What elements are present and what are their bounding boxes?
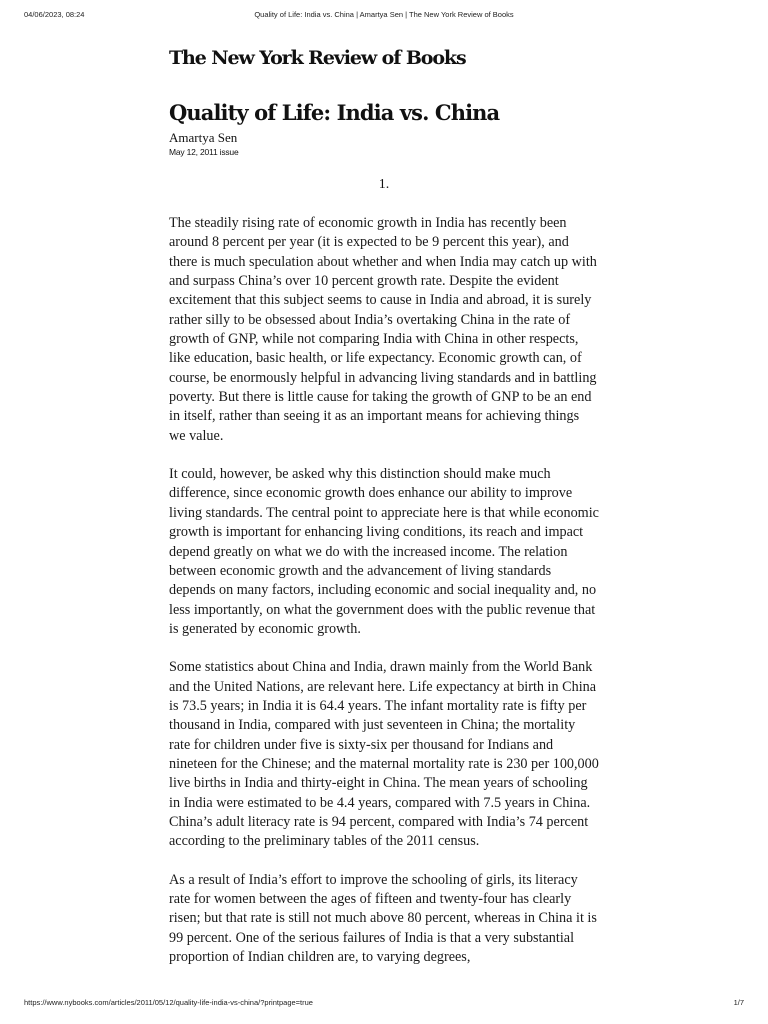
- page-indicator: 1/7: [733, 998, 744, 1007]
- print-url: https://www.nybooks.com/articles/2011/05/12/quality-life-india-vs-china/?printpage=true: [24, 998, 313, 1007]
- body-paragraph: The steadily rising rate of economic growth in India has recently been around 8 percent per year (it is expected to be 9 percent this year), and there is much speculation about whether and when India may catch up with and surpass China’s over 10 percent growth rate. Despite the evident excitement that this subject seems to cause in India and abroad, it is surely rather silly to be obsessed about India’s overtaking China in the rate of growth of GNP, while not comparing India with China in other respects, like education, basic health, or life expectancy. Economic growth can, of course, be enormously helpful in advancing living standards and in battling poverty. But there is little cause for taking the growth of GNP to be an end in itself, rather than seeing it as an important means for achieving things we value.: [169, 215, 597, 444]
- print-datetime: 04/06/2023, 08:24: [24, 10, 85, 19]
- print-header: [24, 10, 744, 22]
- print-footer: [24, 998, 744, 1010]
- article-title: Quality of Life: India vs. China: [169, 100, 500, 125]
- article: [169, 44, 599, 967]
- print-page-title: Quality of Life: India vs. China | Amartya Sen | The New York Review of Books: [254, 10, 514, 19]
- body-paragraph: As a result of India’s effort to improve the schooling of girls, its literacy rate for women between the ages of fifteen and twenty-four has clearly risen; but that rate is still not much above 80 percent, whereas in China it is 99 percent. One of the serious failures of India is that a very substantial proportion of Indian children are, to varying degrees,: [169, 871, 597, 966]
- body-paragraph: Some statistics about China and India, drawn mainly from the World Bank and the United Nations, are relevant here. Life expectancy at birth in China is 73.5 years; in India it is 64.4 years. The infant mortality rate is fifty per thousand in India, compared with just seventeen in China; the mortality rate for children under five is sixty-six per thousand for Indians and nineteen for the Chinese; and the maternal mortality rate is 230 per 100,000 live births in India and thirty-eight in China. The mean years of schooling in India were estimated to be 4.4 years, compared with 7.5 years in China. China’s adult literacy rate is 94 percent, compared with India’s 74 percent according to the preliminary tables of the 2011 census.: [169, 659, 599, 850]
- article-body: [169, 214, 599, 967]
- article-author: Amartya Sen: [169, 130, 238, 145]
- section-number: 1.: [378, 177, 390, 192]
- masthead-logo: The New York Review of Books: [169, 47, 466, 69]
- body-paragraph: It could, however, be asked why this distinction should make much difference, since economic growth does enhance our ability to improve living standards. The central point to appreciate here is that while economic growth is important for enhancing living conditions, its reach and impact depend greatly on what we do with the increased income. The relation between economic growth and the advancement of living standards depends on many factors, including economic and social inequality and, no less importantly, on what the government does with the public revenue that is generated by economic growth.: [169, 466, 599, 637]
- article-issue-date: May 12, 2011 issue: [169, 147, 239, 157]
